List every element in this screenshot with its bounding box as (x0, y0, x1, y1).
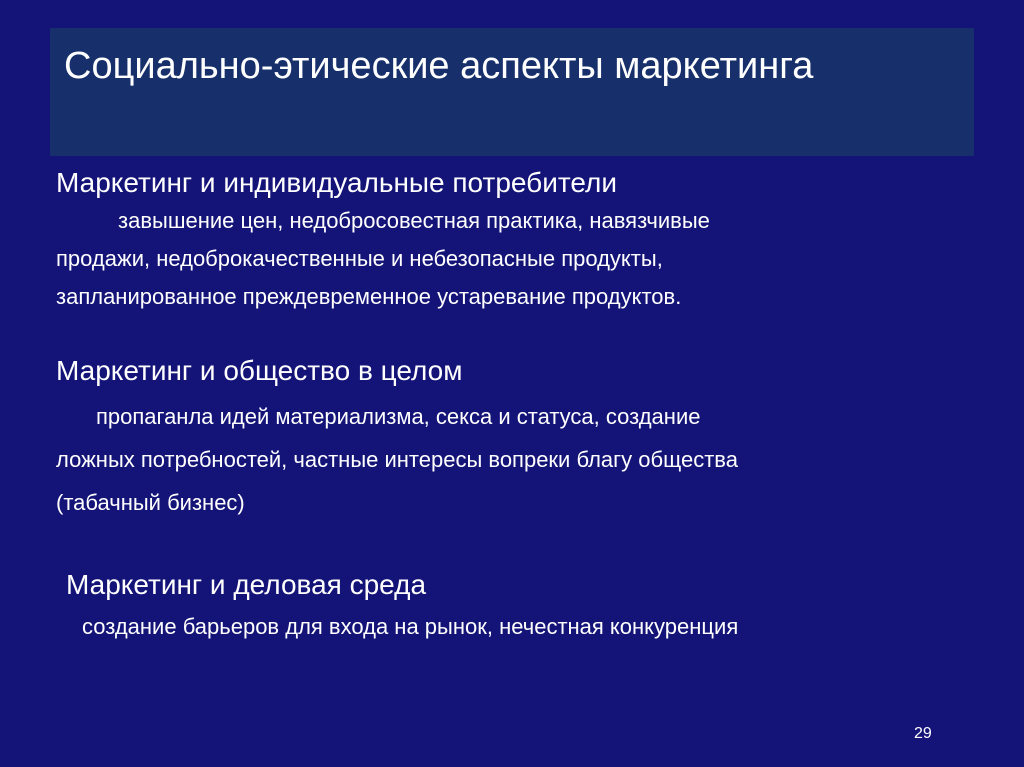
section-body (56, 202, 976, 316)
section-heading: Маркетинг и общество в целом (56, 355, 463, 386)
section-individual-consumers (56, 166, 976, 316)
section-society (56, 354, 976, 524)
body-line: пропаганла идей материализма, секса и статуса, создание (96, 404, 701, 429)
body-line: создание барьеров для входа на рынок, нечестная конкуренция (82, 614, 739, 639)
body-line: завышение цен, недобросовестная практика, навязчивые (118, 208, 710, 233)
section-business-environment (66, 568, 986, 646)
body-line: продажи, недоброкачественные и небезопасные продукты, (56, 246, 663, 271)
section-body (82, 608, 986, 646)
section-body (56, 395, 976, 524)
section-heading: Маркетинг и индивидуальные потребители (56, 167, 617, 198)
section-heading: Маркетинг и деловая среда (66, 569, 427, 600)
title-box (50, 28, 974, 156)
body-line: запланированное преждевременное устаревание продуктов. (56, 284, 682, 309)
slide-title: Социально-этические аспекты маркетинга (64, 45, 814, 87)
body-line: (табачный бизнес) (56, 490, 245, 515)
body-line: ложных потребностей, частные интересы вопреки благу общества (56, 447, 738, 472)
page-number: 29 (914, 725, 932, 742)
